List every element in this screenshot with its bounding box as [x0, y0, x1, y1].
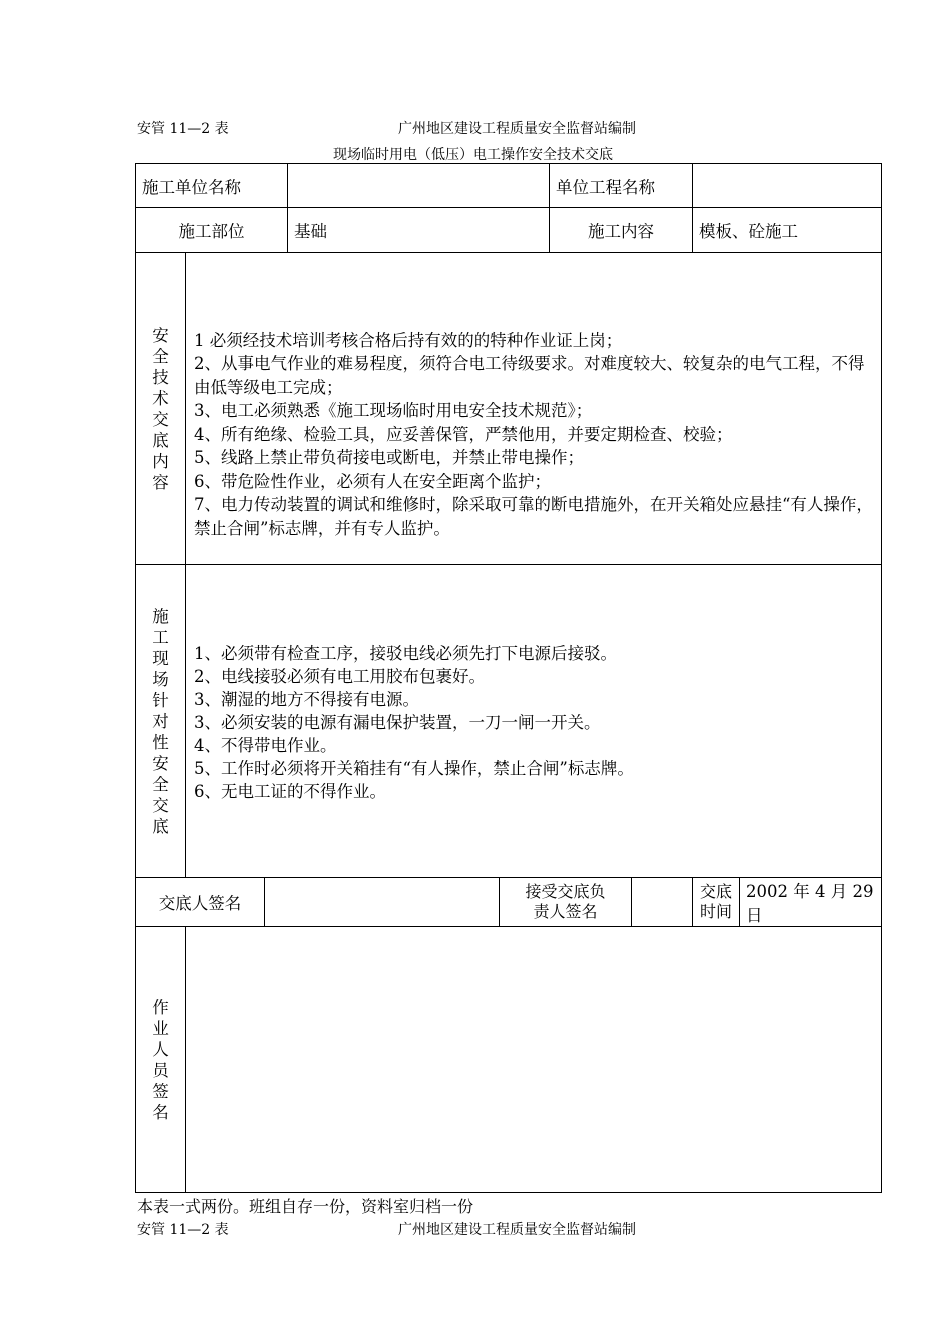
footer-form-code: 安管 11—2 表: [137, 1222, 229, 1238]
discloser-label: 交底人签名: [136, 878, 265, 927]
list-item: 1 必须经技术培训考核合格后持有效的的特种作业证上岗；: [194, 330, 623, 350]
list-item: 1、必须带有检查工序，接驳电线必须先打下电源后接驳。: [194, 643, 617, 663]
form-code: 安管 11—2 表: [137, 121, 229, 137]
publisher: 广州地区建设工程质量安全监督站编制: [398, 121, 636, 137]
list-item: 7、电力传动装置的调试和维修时，除采取可靠的断电措施外，在开关箱处应悬挂“有人操作，禁止合闸”标志牌，并有专人监护。: [194, 495, 873, 538]
content-value[interactable]: 模板、砼施工: [693, 208, 882, 253]
list-item: 6、带危险性作业，必须有人在安全距离个监护；: [194, 471, 551, 491]
receiver-signature[interactable]: [632, 878, 693, 927]
worker-signature-area[interactable]: [186, 927, 882, 1193]
footer-note: 本表一式两份。班组自存一份，资料室归档一份: [137, 1197, 474, 1216]
disclosure-form: [135, 163, 882, 1193]
list-item: 6、无电工证的不得作业。: [194, 781, 386, 801]
list-item: 5、线路上禁止带负荷接电或断电，并禁止带电操作；: [194, 448, 584, 468]
part-value[interactable]: 基础: [288, 208, 550, 253]
content-label: 施工内容: [550, 208, 693, 253]
list-item: 2、电线接驳必须有电工用胶布包裹好。: [194, 666, 485, 686]
disclosure-date[interactable]: 2002 年 4 月 29 日: [740, 878, 882, 927]
safety-content-label: 安 全 技 术 交 底 内 容: [136, 253, 186, 565]
unit-value[interactable]: [288, 164, 550, 208]
form-title: 现场临时用电（低压）电工操作安全技术交底: [333, 147, 613, 163]
list-item: 4、不得带电作业。: [194, 735, 337, 755]
project-value[interactable]: [693, 164, 882, 208]
project-label: 单位工程名称: [550, 164, 693, 208]
site-specific-label: 施 工 现 场 针 对 性 安 全 交 底: [136, 565, 186, 878]
site-specific-content: [186, 565, 882, 878]
safety-content: [186, 253, 882, 565]
list-item: 4、所有绝缘、检验工具，应妥善保管，严禁他用，并要定期检查、校验；: [194, 424, 733, 444]
list-item: 5、工作时必须将开关箱挂有“有人操作，禁止合闸”标志牌。: [194, 758, 634, 778]
list-item: 3、电工必须熟悉《施工现场临时用电安全技术规范》；: [194, 401, 593, 421]
list-item: 3、潮湿的地方不得接有电源。: [194, 689, 419, 709]
list-item: 3、必须安装的电源有漏电保护装置，一刀一闸一开关。: [194, 712, 601, 732]
part-label: 施工部位: [136, 208, 288, 253]
unit-label: 施工单位名称: [136, 164, 288, 208]
time-label: 交底 时间: [693, 878, 740, 927]
footer-publisher: 广州地区建设工程质量安全监督站编制: [398, 1222, 636, 1238]
worker-signature-label: 作 业 人 员 签 名: [136, 927, 186, 1193]
list-item: 2、从事电气作业的难易程度，须符合电工待级要求。对难度较大、较复杂的电气工程，不得由低等级电工完成；: [194, 354, 865, 397]
discloser-signature[interactable]: [265, 878, 500, 927]
receiver-label: 接受交底负 责人签名: [500, 878, 632, 927]
